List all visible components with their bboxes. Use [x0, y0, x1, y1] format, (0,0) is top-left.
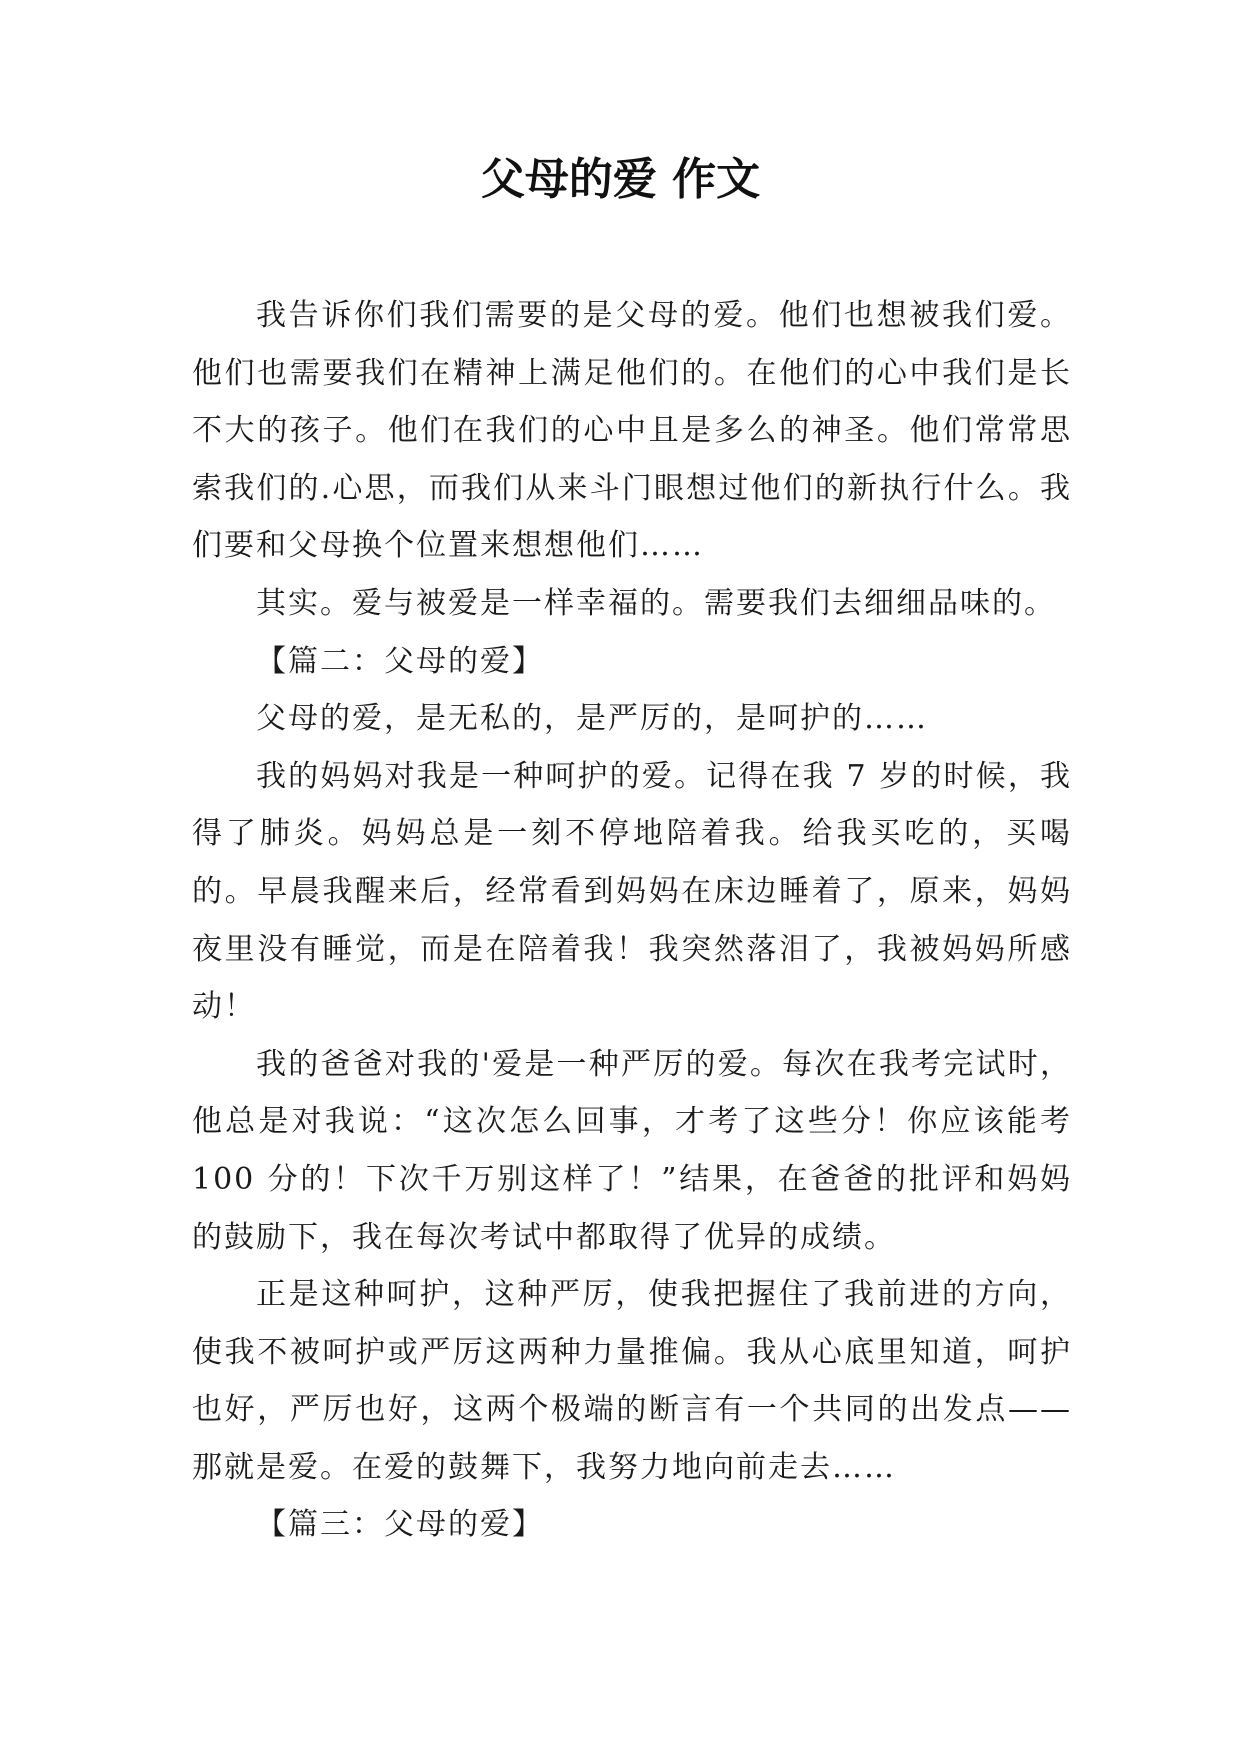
paragraph: 我告诉你们我们需要的是父母的爱。他们也想被我们爱。他们也需要我们在精神上满足他们的。在他们的心中我们是长不大的孩子。他们在我们的心中且是多么的神圣。他们常常思索我们的.心思，而我们从来斗门眼想过他们的新执行什么。我们要和父母换个位置来想想他们…… — [192, 298, 1072, 564]
paragraph: 我的妈妈对我是一种呵护的爱。记得在我 7 岁的时候，我得了肺炎。妈妈总是一刻不停地陪着我。给我买吃的，买喝的。早晨我醒来后，经常看到妈妈在床边睡着了，原来，妈妈夜里没有睡觉，而是在陪着我！我突然落泪了，我被妈妈所感动！ — [192, 758, 1072, 1025]
document-title: 父母的爱 作文 — [480, 154, 761, 205]
paragraph: 其实。爱与被爱是一样幸福的。需要我们去细细品味的。 — [256, 585, 1056, 621]
section-heading: 【篇二：父母的爱】 — [256, 643, 544, 679]
section-heading: 【篇三：父母的爱】 — [256, 1507, 544, 1543]
paragraph: 我的爸爸对我的'爱是一种严厉的爱。每次在我考完试时，他总是对我说：“这次怎么回事，才考了这些分！你应该能考 100 分的！下次千万别这样了！”结果，在爸爸的批评和妈妈的鼓励下，我在每次考试中都取得了优异的成绩。 — [192, 1046, 1072, 1255]
paragraph: 父母的爱，是无私的，是严厉的，是呵护的…… — [256, 701, 928, 737]
paragraph: 正是这种呵护，这种严厉，使我把握住了我前进的方向，使我不被呵护或严厉这两种力量推偏。我从心底里知道，呵护也好，严厉也好，这两个极端的断言有一个共同的出发点——那就是爱。在爱的鼓舞下，我努力地向前走去…… — [192, 1277, 1072, 1485]
document-body — [192, 287, 1072, 1554]
